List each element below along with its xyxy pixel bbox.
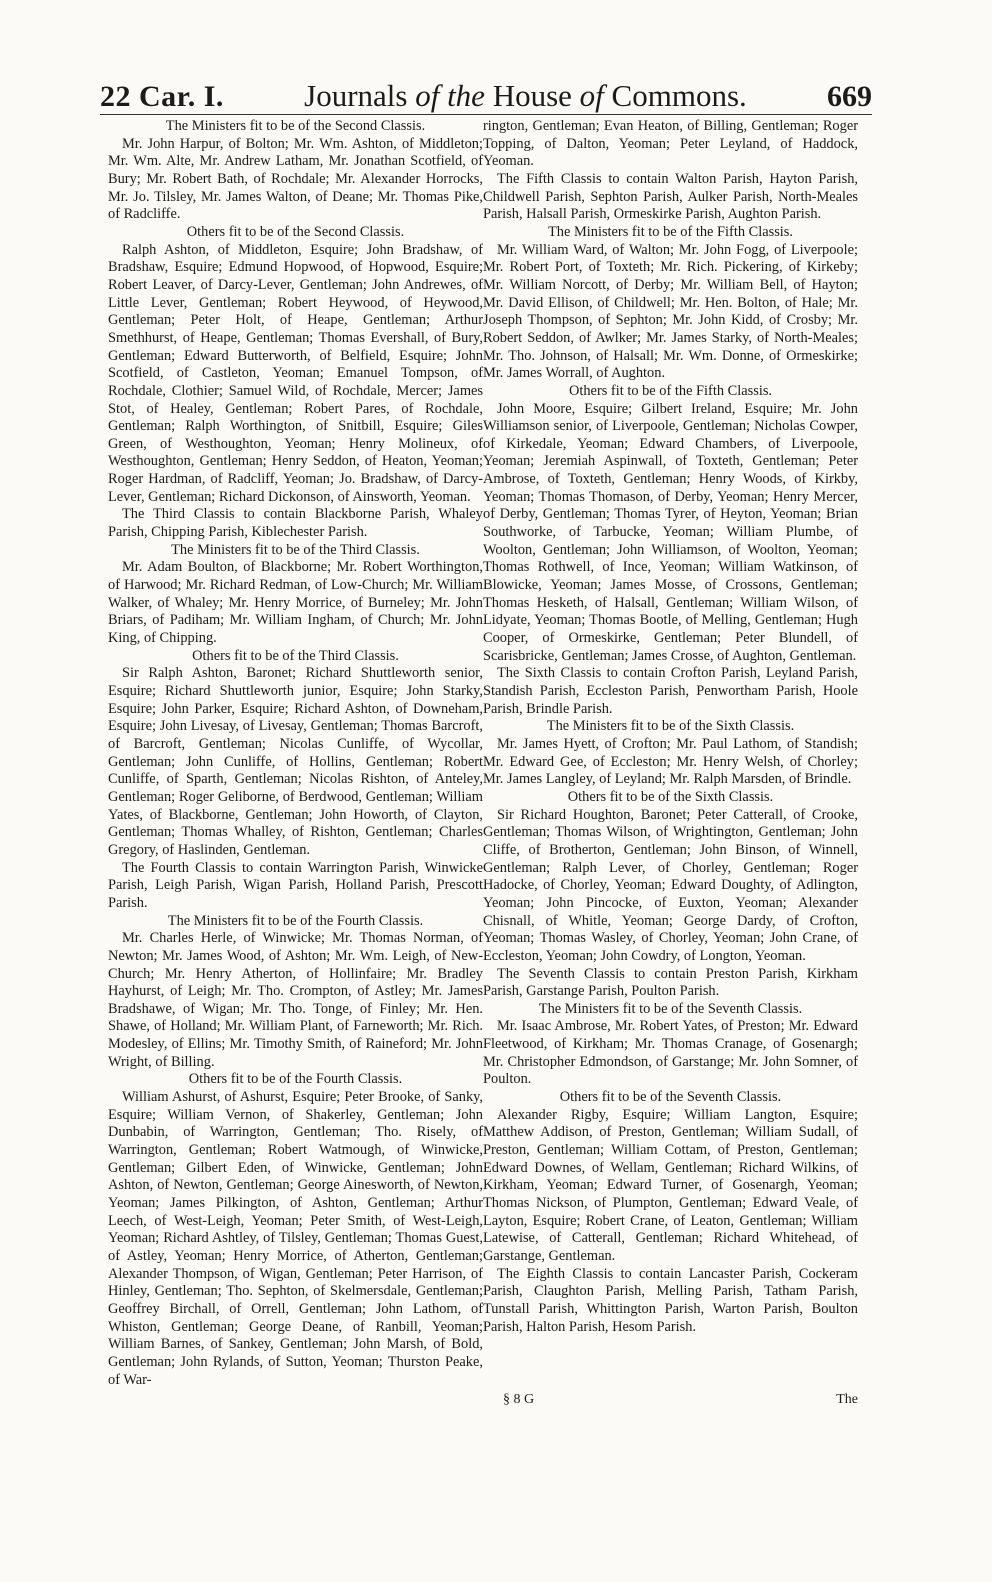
paragraph: John Moore, Esquire; Gilbert Ireland, Esquire; Mr. John Williamson senior, of Liverpoole, Gentleman; Nicholas Cowper, of Kirkedale, Yeoman; Edward Chambers, of Liverpoole, Yeoman; Jeremiah Aspinwall, of Toxteth, Gentleman; Peter Ambrose, of Toxteth, Gentleman; Henry Woods, of Kirkby, Yeoman; Thomas Thomason, of Derby, Yeoman; Henry Mercer, of Derby, Gentleman; Thomas Tyrer, of Heyton, Yeoman; Brian Southworke, of Tarbucke, Yeoman; William Plumbe, of Woolton, Gentleman; John Williamson, of Woolton, Yeoman; Thomas Rothwell, of Ince, Yeoman; William Watkinson, of Blowicke, Yeoman; James Mosse, of Crossons, Gentleman; Thomas Hesketh, of Halsall, Gentleman; William Wilson, of Lidyate, Yeoman; Thomas Bootle, of Melling, Gentleman; Hugh Cooper, of Ormeskirke, Gentleman; Peter Blundell, of Scarisbricke, Gentleman; James Crosse, of Aughton, Gentleman. <box>483 400 858 664</box>
journal-title: Journals of the House of Commons. <box>304 78 747 113</box>
section-heading: The Ministers fit to be of the Fifth Classis. <box>547 223 794 240</box>
section-heading: Others fit to be of the Sixth Classis. <box>567 788 774 805</box>
page-footer <box>108 1392 858 1414</box>
paragraph: Alexander Rigby, Esquire; William Langton, Esquire; Matthew Addison, of Preston, Gentleman; William Sudall, of Preston, Gentleman; William Cottam, of Preston, Gentleman; Edward Downes, of Wellam, Gentleman; Richard Wilkins, of Kirkham, Yeoman; Edward Turner, of Gosenargh, Yeoman; Thomas Nickson, of Plumpton, Gentleman; Edward Veale, of Layton, Esquire; Robert Crane, of Leaton, Gentleman; William Latewise, of Catterall, Gentleman; Richard Whitehead, of Garstange, Gentleman. <box>483 1106 858 1264</box>
paragraph: Sir Richard Houghton, Baronet; Peter Catterall, of Crooke, Gentleman; Thomas Wilson, of Wrightington, Gentleman; John Cliffe, of Brotherton, Gentleman; John Binson, of Winnell, Gentleman; Ralph Lever, of Chorley, Gentleman; Roger Hadocke, of Chorley, Yeoman; Edward Doughty, of Adlington, Yeoman; John Pincocke, of Euxton, Yeoman; Alexander Chisnall, of Whitle, Yeoman; George Dardy, of Crofton, Yeoman; Thomas Wasley, of Chorley, Yeoman; John Crane, of Eccleston, Yeoman; John Cowdry, of Longton, Yeoman. <box>483 806 858 964</box>
section-heading: Others fit to be of the Fifth Classis. <box>568 382 773 399</box>
right-column <box>483 118 858 1403</box>
paragraph: Ralph Ashton, of Middleton, Esquire; John Bradshaw, of Bradshaw, Esquire; Edmund Hopwood, of Hopwood, Esquire; Robert Leaver, of Darcy-Lever, Gentleman; John Andrewes, of Little Lever, Gentleman; Robert Heywood, of Heywood, Gentleman; Peter Holt, of Heape, Gentleman; Arthur Smethhurst, of Heape, Gentleman; Thomas Evershall, of Bury, Gentleman; Edward Butterworth, of Belfield, Esquire; John Scotfield, of Castleton, Yeoman; Emanuel Tompson, of Rochdale, Clothier; Samuel Wild, of Rochdale, Mercer; James Stot, of Healey, Gentleman; Robert Pares, of Rochdale, Gentleman; Ralph Worthington, of Snitbill, Esquire; Giles Green, of Westhoughton, Yeoman; Henry Molineux, of Westhoughton, Gentleman; Henry Seddon, of Heaton, Yeoman; Roger Hardman, of Radcliff, Yeoman; Jo. Bradshaw, of Darcy-Lever, Gentleman; Richard Dickonson, of Ainsworth, Yeoman. <box>108 241 483 505</box>
paragraph: The Eighth Classis to contain Lancaster Parish, Cockeram Parish, Claughton Parish, Melling Parish, Tatham Parish, Tunstall Parish, Whittington Parish, Warton Parish, Boulton Parish, Halton Parish, Hesom Parish. <box>483 1265 858 1335</box>
paragraph: Mr. John Harpur, of Bolton; Mr. Wm. Ashton, of Middleton; Mr. Wm. Alte, Mr. Andrew Latham, Mr. Jonathan Scotfield, of Bury; Mr. Robert Bath, of Rochdale; Mr. Alexander Horrocks, Mr. Jo. Tilsley, Mr. James Walton, of Deane; Mr. Thomas Pike, of Radcliffe. <box>108 135 483 223</box>
section-heading: The Ministers fit to be of the Fourth Classis. <box>167 912 424 929</box>
paragraph: Mr. Isaac Ambrose, Mr. Robert Yates, of Preston; Mr. Edward Fleetwood, of Kirkham; Mr. Thomas Cranage, of Gosenargh; Mr. Christopher Edmondson, of Garstange; Mr. John Somner, of Poulton. <box>483 1018 858 1088</box>
paragraph: Mr. William Ward, of Walton; Mr. John Fogg, of Liverpoole; Mr. Robert Port, of Toxteth; Mr. Rich. Pickering, of Kirkeby; Mr. William Norcott, of Derby; Mr. William Bell, of Hayton; Mr. David Ellison, of Childwell; Mr. Hen. Bolton, of Hale; Mr. Joseph Thompson, of Sephton; Mr. John Kidd, of Crosby; Mr. Robert Seddon, of Awlker; Mr. James Starky, of North-Meales; Mr. Tho. Johnson, of Halsall; Mr. Wm. Donne, of Ormeskirke; Mr. James Worrall, of Aughton. <box>483 241 858 382</box>
paragraph: Mr. James Hyett, of Crofton; Mr. Paul Lathom, of Standish; Mr. Edward Gee, of Eccleston; Mr. Henry Welsh, of Chorley; Mr. James Langley, of Leyland; Mr. Ralph Marsden, of Brindle. <box>483 735 858 788</box>
left-column <box>108 118 483 1403</box>
paragraph: William Ashurst, of Ashurst, Esquire; Peter Brooke, of Sanky, Esquire; William Vernon, of Shakerley, Gentleman; John Dunbabin, of Warrington, Gentleman; Tho. Risely, of Warrington, Gentleman; Robert Watmough, of Winwicke, Gentleman; Gilbert Eden, of Winwicke, Gentleman; John Ashton, of Newton, Gentleman; George Ainesworth, of Newton, Yeoman; James Pilkington, of Ashton, Gentleman; Arthur Leech, of West-Leigh, Yeoman; Peter Smith, of West-Leigh, Yeoman; Richard Ashtley, of Tilsley, Gentleman; Thomas Guest, of Astley, Yeoman; Henry Morrice, of Atherton, Gentleman; Alexander Thompson, of Wigan, Gentleman; Peter Harrison, of Hinley, Gentleman; Tho. Sephton, of Skelmersdale, Gentleman; Geoffrey Birchall, of Orrell, Gentleman; John Lathom, of Whiston, Gentleman; George Deane, of Ranbill, Yeoman; William Barnes, of Sankey, Gentleman; John Marsh, of Bold, Gentleman; John Rylands, of Sutton, Yeoman; Thurston Peake, of War- <box>108 1089 483 1388</box>
signature-mark: § 8 G <box>503 1392 535 1407</box>
paragraph: Mr. Adam Boulton, of Blackborne; Mr. Robert Worthington, of Harwood; Mr. Richard Redman, of Low-Church; Mr. William Walker, of Whaley; Mr. Henry Morrice, of Burneley; Mr. John Briars, of Padiham; Mr. William Ingham, of Church; Mr. John King, of Chipping. <box>108 559 483 647</box>
catchword: The <box>836 1392 858 1407</box>
paragraph: The Seventh Classis to contain Preston Parish, Kirkham Parish, Garstange Parish, Poulton Parish. <box>483 965 858 1000</box>
section-heading: The Ministers fit to be of the Third Classis. <box>171 541 420 558</box>
section-heading: The Ministers fit to be of the Sixth Classis. <box>546 718 795 735</box>
section-heading: Others fit to be of the Seventh Classis. <box>559 1089 782 1106</box>
section-heading: Others fit to be of the Fourth Classis. <box>188 1071 403 1088</box>
page-header <box>100 74 872 115</box>
section-heading: Others fit to be of the Second Classis. <box>186 223 405 240</box>
paragraph: Sir Ralph Ashton, Baronet; Richard Shuttleworth senior, Esquire; Richard Shuttleworth junior, Esquire; John Starky, Esquire; John Parker, Esquire; Richard Ashton, of Downeham, Esquire; John Livesay, of Livesay, Gentleman; Thomas Barcroft, of Barcroft, Gentleman; Nicolas Cunliffe, of Wycollar, Gentleman; John Cunliffe, of Hollins, Gentleman; Robert Cunliffe, of Sparth, Gentleman; Nicolas Rishton, of Anteley, Gentleman; Roger Geliborne, of Berdwood, Gentleman; William Yates, of Blackborne, Gentleman; John Howorth, of Clayton, Gentleman; Thomas Whalley, of Rishton, Gentleman; Charles Gregory, of Haslinden, Gentleman. <box>108 665 483 858</box>
paragraph: The Sixth Classis to contain Crofton Parish, Leyland Parish, Standish Parish, Eccleston Parish, Penwortham Parish, Hoole Parish, Brindle Parish. <box>483 665 858 717</box>
paragraph: The Fifth Classis to contain Walton Parish, Hayton Parish, Childwell Parish, Sephton Parish, Aulker Parish, North-Meales Parish, Halsall Parish, Ormeskirke Parish, Aughton Parish. <box>483 170 858 223</box>
paragraph: The Fourth Classis to contain Warrington Parish, Winwicke Parish, Leigh Parish, Wigan Parish, Holland Parish, Prescott Parish. <box>108 859 483 911</box>
page-number: 669 <box>826 80 872 113</box>
section-heading: Others fit to be of the Third Classis. <box>192 647 399 664</box>
section-heading: The Ministers fit to be of the Second Classis. <box>165 118 426 134</box>
paragraph: Mr. Charles Herle, of Winwicke; Mr. Thomas Norman, of Newton; Mr. James Wood, of Ashton; Mr. Wm. Leigh, of New-Church; Mr. Henry Atherton, of Hollinfaire; Mr. Bradley Hayhurst, of Leigh; Mr. Tho. Crompton, of Astley; Mr. James Bradshawe, of Wigan; Mr. Tho. Tonge, of Finley; Mr. Hen. Shawe, of Holland; Mr. William Plant, of Farneworth; Mr. Rich. Modesley, of Ellins; Mr. Timothy Smith, of Raineford; Mr. John Wright, of Billing. <box>108 930 483 1070</box>
paragraph: The Third Classis to contain Blackborne Parish, Whaley Parish, Chipping Parish, Kiblechester Parish. <box>108 506 483 541</box>
regnal-year: 22 Car. I. <box>100 80 224 113</box>
paragraph: rington, Gentleman; Evan Heaton, of Billing, Gentleman; Roger Topping, of Dalton, Yeoman; Peter Leyland, of Haddock, Yeoman. <box>483 118 858 170</box>
section-heading: The Ministers fit to be of the Seventh Classis. <box>538 1000 803 1017</box>
